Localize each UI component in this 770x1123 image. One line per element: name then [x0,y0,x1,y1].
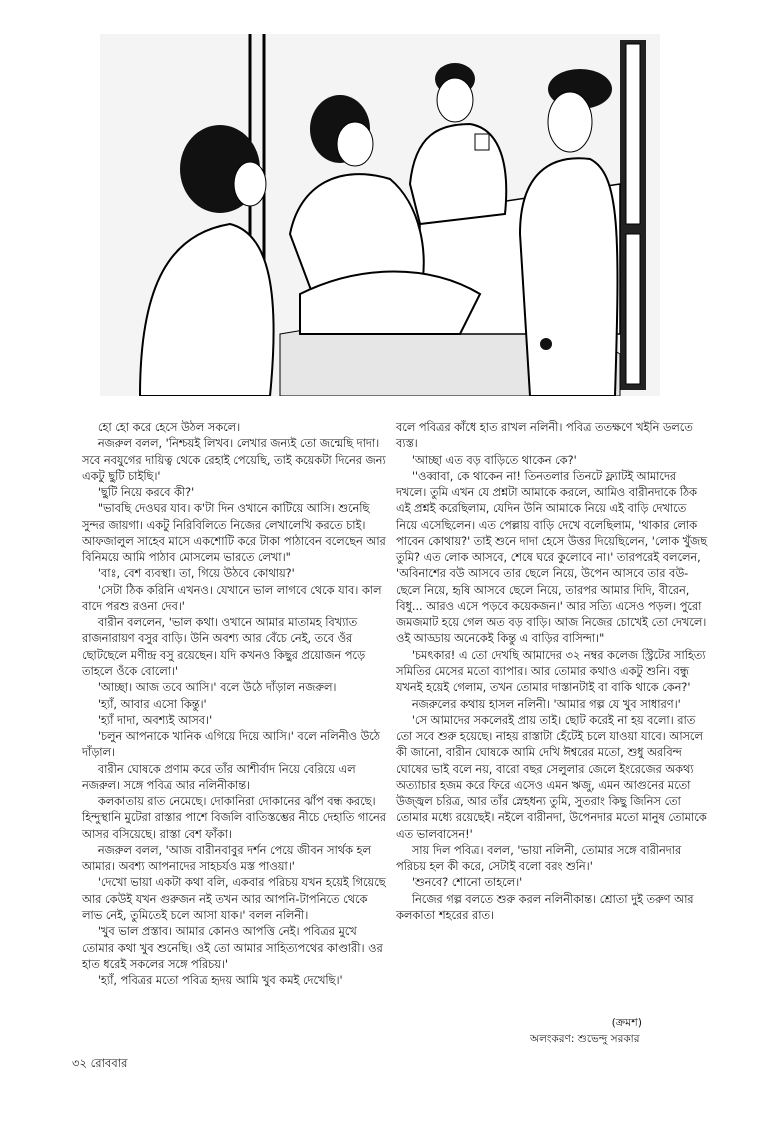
paragraph: হো হো করে হেসে উঠল সকলে। [97,421,241,434]
illustration-credit: অলংকরণ: শুভেন্দু সরকার [530,1033,640,1045]
paragraph: 'খুব ভাল প্রস্তাব। আমার কোনও আপত্তি নেই। পবিত্রর মুখে তোমার কথা খুব শুনেছি। ওই তো আমার সাহিত্যপথের কাণ্ডারী। ওর হাত ধরেই সকলের সঙ্গে পরিচয়।' [82,925,383,971]
right-column [396,420,708,924]
paragraph: নজরুল বলল, 'আজ বারীনবাবুর দর্শন পেয়ে জীবন সার্থক হল আমার। অবশ্য আপনাদের সাহচর্যও মস্ত পাওয়া।' [82,843,371,874]
paragraph: বারীন ঘোষকে প্রণাম করে তাঁর আশীর্বাদ নিয়ে বেরিয়ে এল নজরুল। সঙ্গে পবিত্র আর নলিনীকান্ত। [82,762,356,792]
paragraph: 'আচ্ছা এত বড় বাড়িতে থাকেন কে?' [411,453,577,467]
page-folio: ৩২ রোববার [72,1056,128,1070]
paragraph: 'আচ্ছা। আজ তবে আসি।' বলে উঠে দাঁড়াল নজরুল। [97,681,337,695]
paragraph: নজরুল বলল, 'নিশ্চয়ই লিখব। লেখার জন্যই তো জন্মেছি দাদা। সবে নবযুগের দায়িত্ব থেকে রেহাই পেয়েছি, তাই কয়েকটা দিনের জন্য একটু ছুটি চাইছি।' [82,437,386,483]
illustration [100,34,660,396]
paragraph: কলকাতায় রাত নেমেছে। দোকানিরা দোকানের ঝাঁপ বন্ধ করছে। হিন্দুস্থানি মুটেরা রাস্তার পাশে বিজলি বাতিস্তম্ভের নীচে দেহাতি গানের আসর বসিয়েছে। রাস্তা বেশ ফাঁকা। [82,795,386,841]
paragraph: "ভাবছি দেওঘর যাব। ক'টা দিন ওখানে কাটিয়ে আসি। শুনেছি সুন্দর জায়গা। একটু নিরিবিলিতে নিজের লেখালেখি করতে চাই। আফজালুল সাহেব মাসে একশোটি করে টাকা পাঠাবেন বলেছেন আর বিনিময়ে আমি পাঠাব মোসলেম ভারতে লেখা।" [82,502,386,565]
paragraph: নিজের গল্প বলতে শুরু করল নলিনীকান্ত। শ্রোতা দুই তরুণ আর কলকাতা শহরের রাত। [396,892,694,922]
paragraph: 'বাঃ, বেশ ব্যবস্থা। তা, গিয়ে উঠবে কোথায়?' [97,567,295,581]
paragraph: নজরুলের কথায় হাসল নলিনী। 'আমার গল্প যে খুব সাধারণ।' [411,697,681,711]
paragraph: 'চলুন আপনাকে খানিক এগিয়ে দিয়ে আসি।' বলে নলিনীও উঠে দাঁড়াল। [82,730,380,760]
paragraph: 'হ্যাঁ, আবার এসো কিন্তু।' [97,697,207,711]
paragraph: 'চমৎকার! এ তো দেখছি আমাদের ৩২ নম্বর কলেজ স্ট্রিটের সাহিত্য সমিতির মেসের মতো ব্যাপার। আর তোমার কথাও একটু শুনি। বন্ধু যখনই হয়েই গেলাম, তখন তোমার দাস্তানটাই বা বাকি থাকে কেন?' [396,648,706,695]
paragraph: 'হ্যাঁ দাদা, অবশ্যই আসব।' [97,713,213,727]
paragraph: 'ছুটি নিয়ে করবে কী?' [97,486,195,500]
paragraph: বলে পবিত্রর কাঁধে হাত রাখল নলিনী। পবিত্র ততক্ষণে খইনি ডলতে ব্যস্ত। [396,421,693,451]
paragraph: 'হ্যাঁ, পবিত্রর মতো পবিত্র হৃদয় আমি খুব কমই দেখেছি।' [97,974,343,988]
paragraph: ''ওব্বাবা, কে থাকেন না! তিনতলার তিনটে ফ্ল্যাটই আমাদের দখলে। তুমি এখন যে প্রশ্নটা আমাকে করলে, আমিও বারীনদাকে ঠিক এই প্রশ্নই করেছিলাম, যেদিন উনি আমাকে নিয়ে এই বাড়ি দেখাতে নিয়ে এসেছিলেন। এত পেল্লায় বাড়ি দেখে বলেছিলাম, 'থাকার লোক পাবেন কোথায়?' তাই শুনে দাদা হেসে উত্তর দিয়েছিলেন, 'লোক খুঁজছ তুমি? এত লোক আসবে, শেষে ঘরে কুলোবে না।' তারপরেই বললেন, 'অবিনাশের বউ আসবে তার ছেলে নিয়ে, উপেন আসবে তার বউ-ছেলে নিয়ে, হৃষি আসবে ছেলে নিয়ে, তারপর আমার দিদি, বীরেন, বিধু... আরও এসে পড়বে কয়েকজন।' আর সত্যি এসেও পড়ল। পুরো জমজমাট হয়ে গেল অত বড় বাড়ি। আজ নিজের চোখেই তো দেখলে। ওই আড্ডায় অনেকেই কিন্তু এ বাড়ির বাসিন্দা।" [396,469,708,646]
to-be-continued: (ক্রমশ) [611,1016,642,1029]
left-column [82,420,387,989]
paragraph: 'সেটা ঠিক করিনি এখনও। যেখানে ভাল লাগবে থেকে যাব। কাল বাদে পরশু রওনা দেব।' [82,583,382,613]
paragraph: 'দেখো ভায়া একটা কথা বলি, একবার পরিচয় যখন হয়েই গিয়েছে আর কেউই যখন গুরুজন নই তখন আর আপনি-টাপনিতে থেকে লাভ নেই, তুমিতেই চলে আসা যাক।' বলল নলিনী। [82,876,386,922]
paragraph: বারীন বললেন, 'ভাল কথা। ওখানে আমার মাতামহ বিখ্যাত রাজনারায়ণ বসুর বাড়ি। উনি অবশ্য আর বেঁচে নেই, তবে ওঁর ছোটছেলে মণীন্দ্র বসু রয়েছেন। যদি কখনও কিছুর প্রয়োজন পড়ে তাহলে ওঁকে বোলো।' [82,616,366,678]
paragraph: সায় দিল পবিত্র। বলল, 'ভায়া নলিনী, তোমার সঙ্গে বারীনদার পরিচয় হল কী করে, সেটাই বলো বরং শুনি।' [396,843,682,874]
paragraph: 'শুনবে? শোনো তাহলে।' [411,876,523,890]
ink-drawing-icon [100,34,660,396]
paragraph: 'সে আমাদের সকলেরই প্রায় তাই। ছোট করেই না হয় বলো। রাত তো সবে শুরু হয়েছে। নাহয় রাস্তাটা হেঁটেই চলে যাওয়া যাবে। আসলে কী জানো, বারীন ঘোষকে আমি দেখি ঈশ্বরের মতো, শুধু অরবিন্দ ঘোষের ভাই বলে নয়, বারো বছর সেলুলার জেলে ইংরেজের অকথ্য অত্যাচার হজম করে ফিরে এসেও এমন ঋজু, এমন আগুনের মতো উজ্জ্বল চরিত্র, আর তাঁর স্নেহধন্য তুমি, সুতরাং কিছু জিনিস তো তোমার মধ্যে রয়েছেই। নইলে বারীনদা, উপেনদার মতো মানুষ তোমাকে এত ভালবাসেন!' [396,713,707,841]
